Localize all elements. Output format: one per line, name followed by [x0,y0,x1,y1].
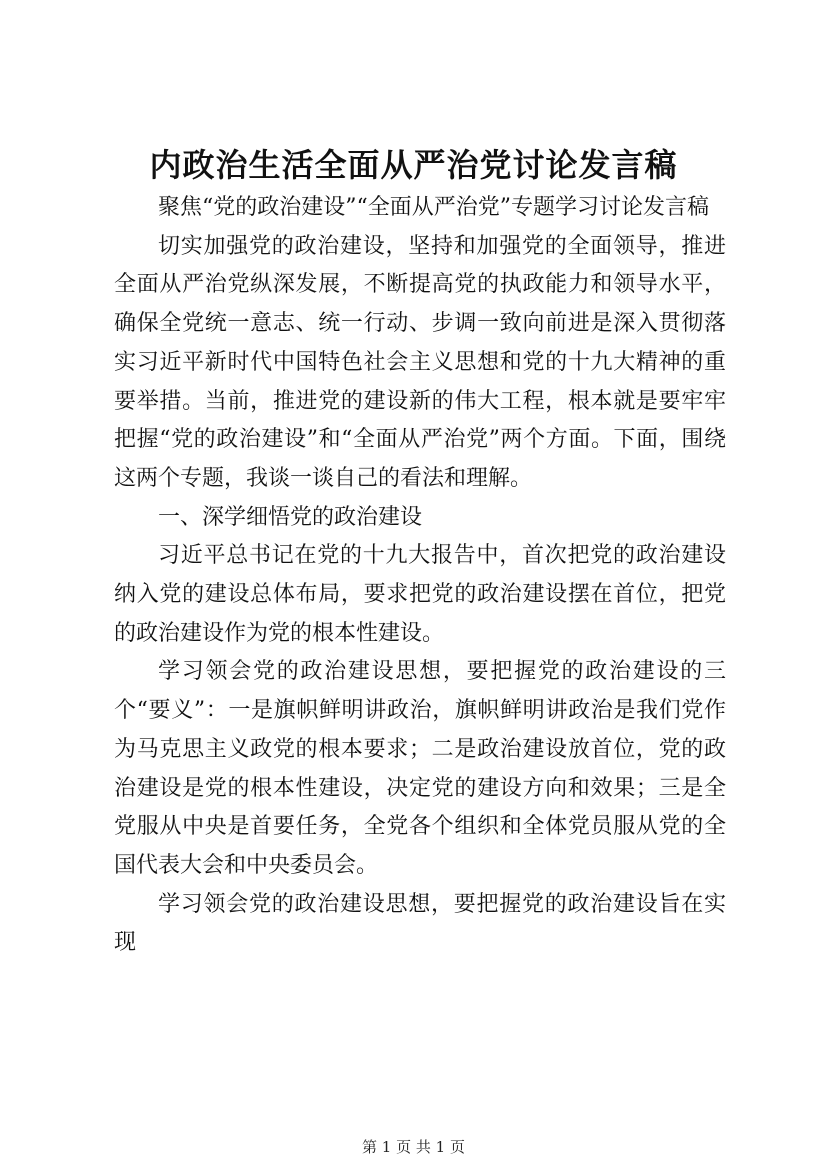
paragraph-subtitle: 聚焦“党的政治建设”“全面从严治党”专题学习讨论发言稿 [158,195,709,220]
section-heading-1: 一、深学细悟党的政治建设 [158,504,423,530]
page-footer: 第 1 页 共 1 页 [362,1138,465,1156]
paragraph-section-1-b: 学习领会党的政治建设思想，要把握党的政治建设的三个“要义”：一是旗帜鲜明讲政治，旗帜鲜明讲政治是我们党作为马克思主义政党的根本要求；二是政治建设放首位，党的政治建设是党的根本性建设，决定党的建设方向和效果；三是全党服从中央是首要任务，全党各个组织和全体党员服从党的全国代表大会和中央委员会。 [114,659,726,878]
document-body [114,189,726,963]
paragraph-intro: 切实加强党的政治建设，坚持和加强党的全面领导，推进全面从严治党纵深发展，不断提高党的执政能力和领导水平，确保全党统一意志、统一行动、步调一致向前进是深入贯彻落实习近平新时代中国特色社会主义思想和党的十九大精神的重要举措。当前，推进党的建设新的伟大工程，根本就是要牢牢把握“党的政治建设”和“全面从严治党”两个方面。下面，围绕这两个专题，我谈一谈自己的看法和理解。 [114,233,726,491]
paragraph-section-1-c: 学习领会党的政治建设思想，要把握党的政治建设旨在实现 [114,891,726,956]
paragraph-section-1-a: 习近平总书记在党的十九大报告中，首次把党的政治建设纳入党的建设总体布局，要求把党的政治建设摆在首位，把党的政治建设作为党的根本性建设。 [114,543,726,646]
document-title: 内政治生活全面从严治党讨论发言稿 [149,146,678,184]
